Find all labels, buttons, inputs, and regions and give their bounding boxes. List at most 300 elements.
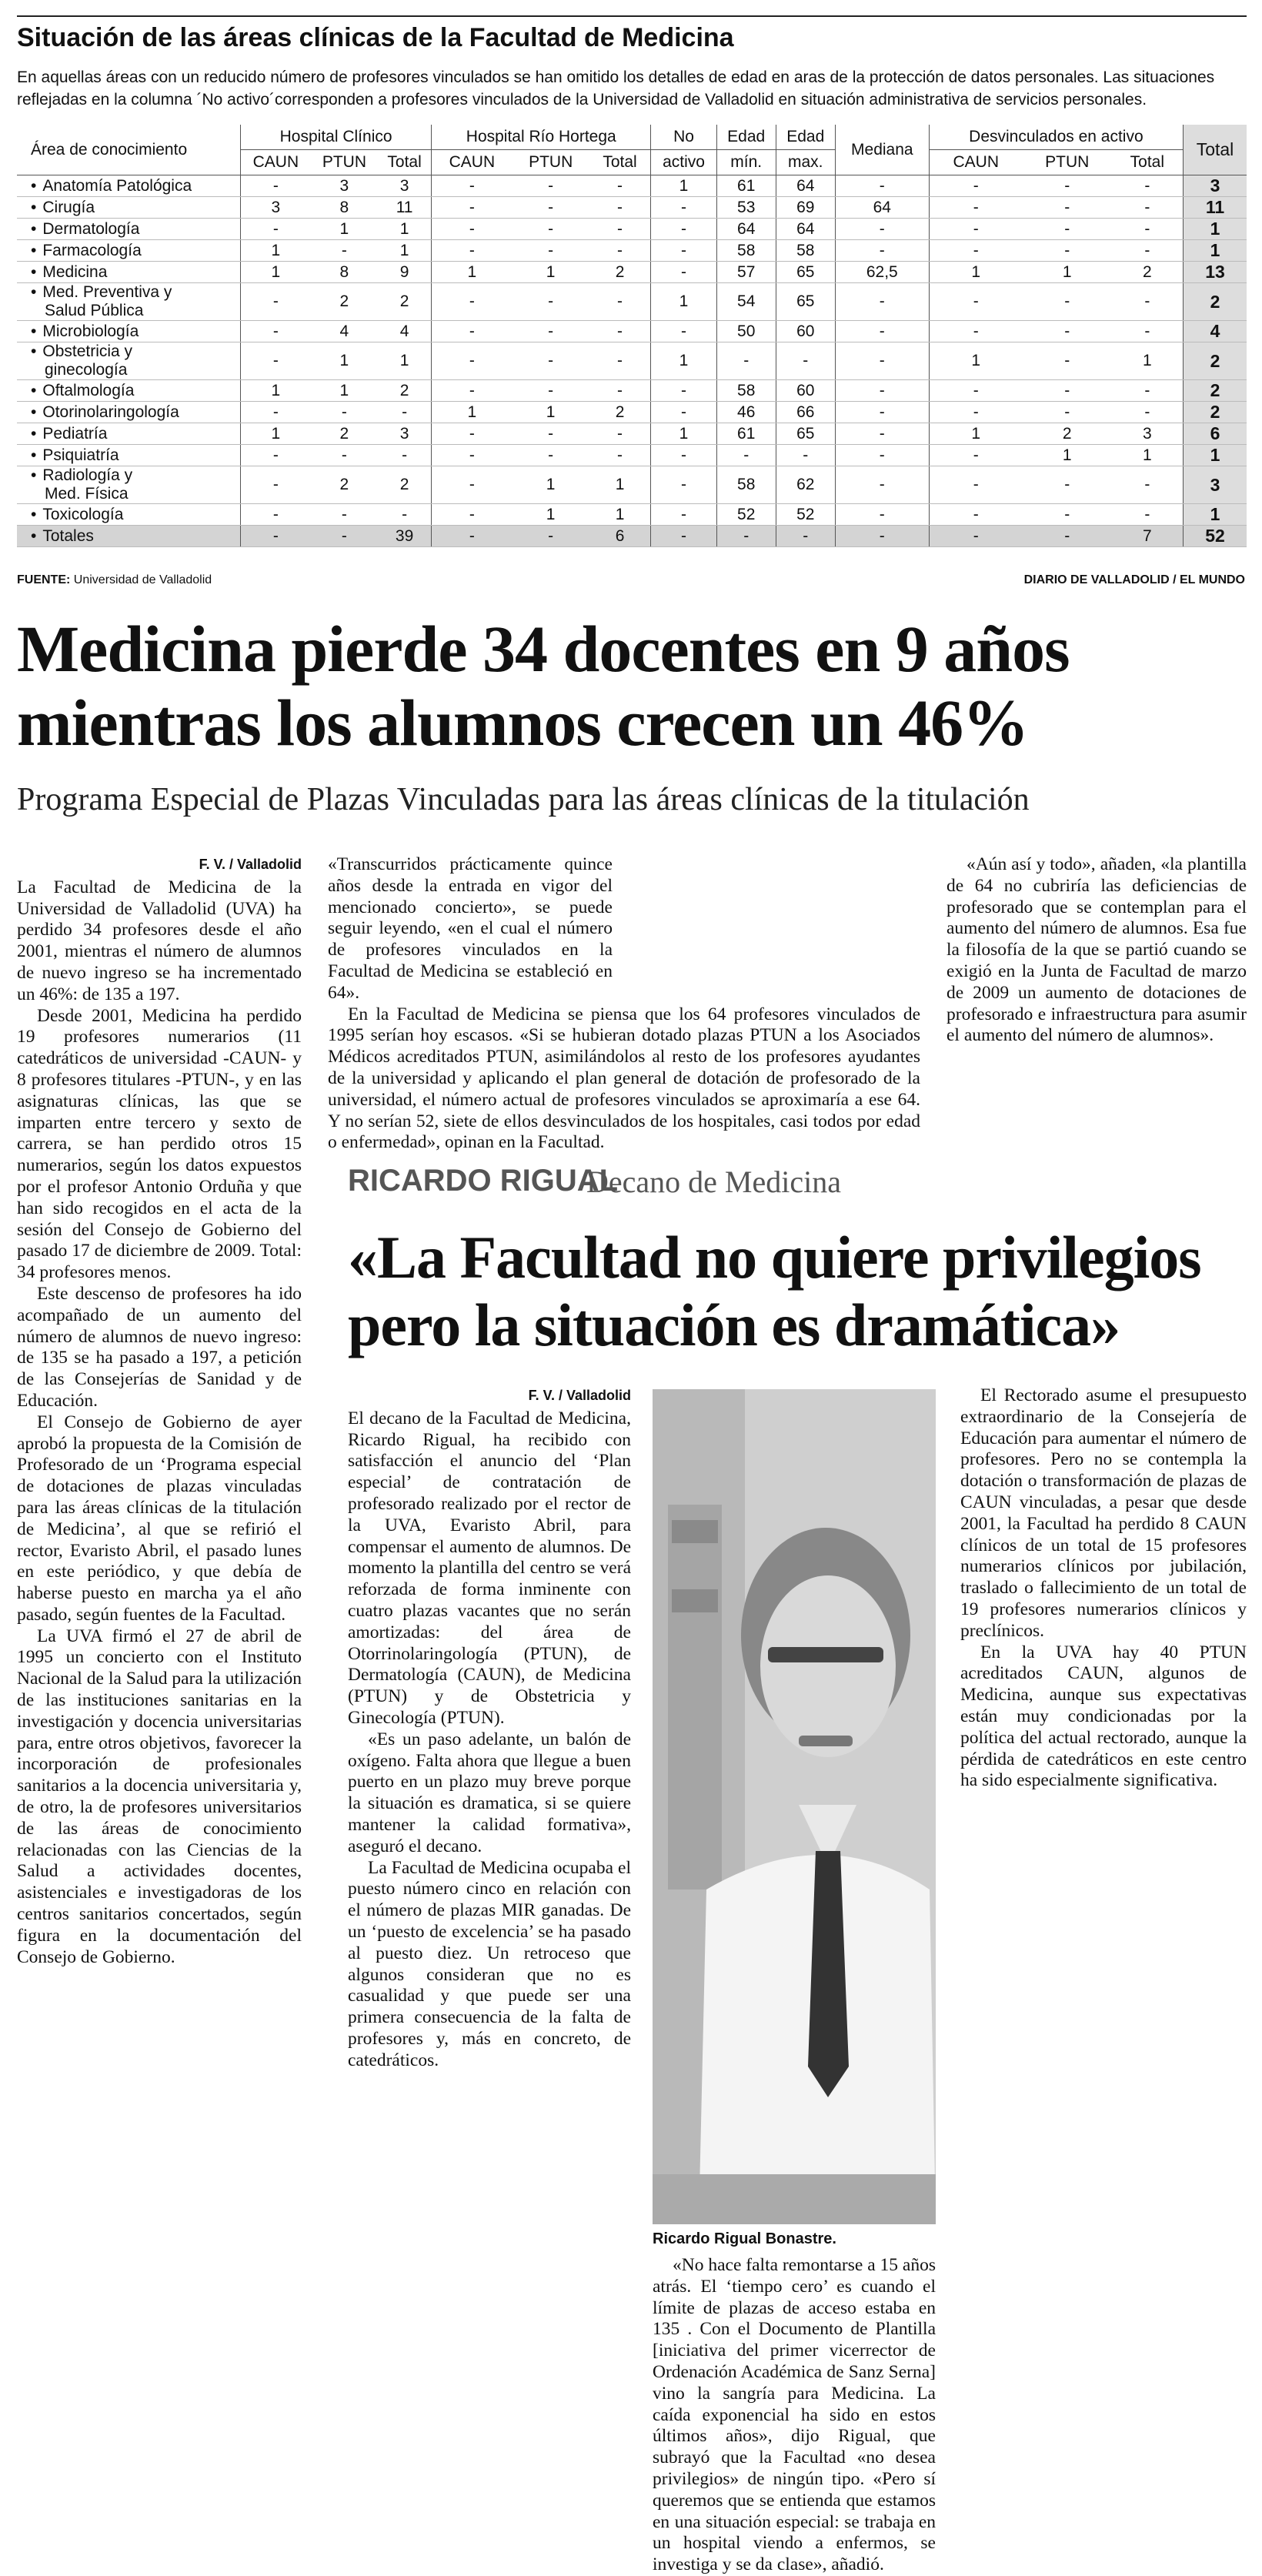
- table-cell: 1: [432, 402, 512, 423]
- area-label-text: Totales: [42, 526, 94, 545]
- interviewee-name: RICARDO RIGUAL: [348, 1164, 619, 1198]
- table-cell: -: [432, 504, 512, 526]
- table-cell: -: [651, 466, 716, 504]
- source-label: FUENTE:: [17, 573, 71, 586]
- table-cell: -: [311, 526, 378, 547]
- bullet-icon: •: [31, 176, 37, 195]
- photo-caption: Ricardo Rigual Bonastre.: [653, 2230, 836, 2247]
- table-cell: -: [651, 380, 716, 402]
- table-cell: 9: [378, 262, 432, 283]
- table-cell: 52: [716, 504, 776, 526]
- bullet-icon: •: [31, 466, 37, 484]
- article-paragraph: Este descenso de profesores ha ido acompañado de un aumento del número de alumnos de nuevo ingreso: de 135 se ha pasado a 197, a petición de las Consejerías de Sanidad y de Educación.: [17, 1283, 302, 1411]
- area-label: [31, 527, 239, 546]
- bullet-icon: •: [31, 342, 37, 360]
- table-cell: 64: [716, 219, 776, 240]
- area-cell: [17, 240, 241, 262]
- table-cell: -: [929, 175, 1022, 197]
- table-cell: -: [1023, 197, 1112, 219]
- subheadline: Programa Especial de Plazas Vinculadas para las áreas clínicas de la titulación: [17, 782, 1030, 817]
- table-cell: 1: [241, 240, 311, 262]
- table-cell: -: [432, 526, 512, 547]
- table-cell: 2: [311, 283, 378, 321]
- table-cell: -: [776, 342, 835, 380]
- table-cell: -: [835, 219, 929, 240]
- table-cell: 2: [1112, 262, 1184, 283]
- table-cell: 60: [776, 321, 835, 342]
- table-cell: 62: [776, 466, 835, 504]
- table-cell: -: [432, 466, 512, 504]
- table-row: [17, 466, 1247, 504]
- table-cell: 1: [589, 504, 651, 526]
- table-cell: 3: [378, 175, 432, 197]
- area-label-text: Salud Pública: [45, 302, 144, 319]
- interviewee-role: Decano de Medicina: [586, 1164, 841, 1199]
- table-cell: -: [1023, 402, 1112, 423]
- header-total: Total: [1184, 125, 1247, 175]
- interview-title-line-1: «La Facultad no quiere privilegios: [348, 1224, 1201, 1291]
- table-cell: 2: [589, 262, 651, 283]
- table-cell: -: [716, 342, 776, 380]
- table-cell: 3: [241, 197, 311, 219]
- table-cell: -: [929, 380, 1022, 402]
- table-cell: 57: [716, 262, 776, 283]
- table-cell: 46: [716, 402, 776, 423]
- total-cell: 2: [1184, 380, 1247, 402]
- table-cell: -: [589, 175, 651, 197]
- total-cell: 3: [1184, 175, 1247, 197]
- portrait-illustration: [653, 1389, 936, 2224]
- table-cell: -: [929, 445, 1022, 466]
- newspaper-credit: DIARIO DE VALLADOLID / EL MUNDO: [1023, 573, 1245, 586]
- table-cell: 1: [378, 240, 432, 262]
- table-cell: 4: [378, 321, 432, 342]
- header-area: Área de conocimiento: [17, 125, 241, 175]
- area-label: [31, 361, 239, 379]
- headline: [17, 612, 1248, 760]
- table-cell: -: [835, 466, 929, 504]
- area-label-text: Med. Preventiva y: [42, 283, 172, 301]
- table-cell: -: [651, 526, 716, 547]
- table-cell: -: [241, 342, 311, 380]
- area-label-text: Dermatología: [42, 219, 140, 238]
- area-cell: [17, 466, 241, 504]
- table-cell: -: [589, 283, 651, 321]
- table-cell: 52: [776, 504, 835, 526]
- area-label: [31, 283, 239, 302]
- total-cell: 52: [1184, 526, 1247, 547]
- area-cell: [17, 342, 241, 380]
- table-cell: -: [432, 380, 512, 402]
- table-cell: 58: [716, 466, 776, 504]
- article-paragraph: «Aún así y todo», añaden, «la plantilla de 64 no cubriría las deficiencias de profesorado que se contemplan para el aumento del número de alumnos. Esa fue la filosofía de la que se partió cuando se exigió en la Junta de Facultad de marzo de 2009 un aumento de dotaciones de profesorado e infraestructura para asumir el aumento del número de alumnos».: [946, 854, 1247, 1046]
- table-cell: -: [512, 197, 589, 219]
- table-cell: -: [241, 504, 311, 526]
- table-cell: -: [1112, 219, 1184, 240]
- total-cell: 4: [1184, 321, 1247, 342]
- table-cell: -: [835, 240, 929, 262]
- article-column-4: [946, 854, 1247, 1047]
- area-cell: [17, 380, 241, 402]
- table-cell: -: [651, 197, 716, 219]
- area-label: [31, 322, 239, 341]
- table-cell: -: [589, 380, 651, 402]
- headline-line-2: mientras los alumnos crecen un 46%: [17, 686, 1029, 760]
- table-cell: 1: [241, 380, 311, 402]
- header-edad-min-2: mín.: [716, 150, 776, 175]
- table-row: [17, 321, 1247, 342]
- area-cell: [17, 504, 241, 526]
- table-cell: 65: [776, 423, 835, 445]
- table-cell: -: [651, 402, 716, 423]
- table-cell: 1: [512, 402, 589, 423]
- clinical-areas-table: [17, 125, 1247, 547]
- table-cell: -: [589, 321, 651, 342]
- area-label-text: Obstetricia y: [42, 342, 133, 360]
- interview-paragraph: El decano de la Facultad de Medicina, Ricardo Rigual, ha recibido con satisfacción el anuncio del ‘Plan especial’ de contratación de profesorado realizado por el rector de la UVA, Evaristo Abril, para compensar el aumento de alumnos. De momento la plantilla del centro se verá reforzada de forma inminente con cuatro plazas vacantes que no serán amortizadas: del área de Otorrinolaringología (PTUN), de Dermatología (CAUN), de Medicina (PTUN) y de Obstetricia y Ginecología (PTUN).: [348, 1408, 631, 1728]
- table-cell: -: [929, 466, 1022, 504]
- area-cell: [17, 262, 241, 283]
- area-label-text: ginecología: [45, 361, 128, 379]
- area-label-text: Med. Física: [45, 485, 129, 503]
- header-caun: CAUN: [929, 150, 1022, 175]
- area-cell: [17, 283, 241, 321]
- table-cell: 58: [716, 380, 776, 402]
- area-label-text: Oftalmología: [42, 381, 135, 399]
- table-cell: -: [835, 380, 929, 402]
- table-cell: -: [241, 402, 311, 423]
- table-cell: 8: [311, 197, 378, 219]
- table-cell: -: [929, 504, 1022, 526]
- area-label-text: Pediatría: [42, 424, 108, 443]
- table-row: [17, 445, 1247, 466]
- area-label-text: Medicina: [42, 262, 108, 281]
- total-cell: 1: [1184, 445, 1247, 466]
- table-cell: 54: [716, 283, 776, 321]
- area-cell: [17, 219, 241, 240]
- table-cell: 1: [241, 262, 311, 283]
- table-cell: 7: [1112, 526, 1184, 547]
- bullet-icon: •: [31, 283, 37, 301]
- table-cell: -: [1112, 321, 1184, 342]
- table-cell: -: [512, 342, 589, 380]
- bullet-icon: •: [31, 241, 37, 259]
- header-no-activo-2: activo: [651, 150, 716, 175]
- table-cell: -: [1023, 240, 1112, 262]
- bullet-icon: •: [31, 219, 37, 238]
- table-cell: -: [929, 526, 1022, 547]
- table-cell: -: [241, 445, 311, 466]
- article-column-1: [17, 854, 302, 1968]
- table-cell: -: [512, 423, 589, 445]
- table-cell: 4: [311, 321, 378, 342]
- area-label: [31, 199, 239, 217]
- interview-column-1: [348, 1385, 631, 2072]
- area-label: [31, 177, 239, 195]
- table-cell: -: [651, 504, 716, 526]
- table-cell: 64: [835, 197, 929, 219]
- total-cell: 13: [1184, 262, 1247, 283]
- table-cell: -: [432, 197, 512, 219]
- table-cell: -: [929, 283, 1022, 321]
- table-cell: 1: [378, 342, 432, 380]
- bullet-icon: •: [31, 505, 37, 523]
- table-cell: -: [835, 175, 929, 197]
- table-cell: -: [651, 445, 716, 466]
- total-cell: 2: [1184, 283, 1247, 321]
- article-byline: F. V. / Valladolid: [199, 857, 302, 872]
- area-cell: [17, 197, 241, 219]
- table-row: [17, 175, 1247, 197]
- table-cell: 1: [432, 262, 512, 283]
- table-cell: 62,5: [835, 262, 929, 283]
- table-cell: 66: [776, 402, 835, 423]
- totals-row: [17, 526, 1247, 547]
- table-cell: -: [311, 240, 378, 262]
- table-cell: -: [1112, 504, 1184, 526]
- area-label: [31, 403, 239, 422]
- table-cell: 1: [651, 283, 716, 321]
- table-cell: -: [512, 321, 589, 342]
- header-total-sub: Total: [589, 150, 651, 175]
- table-cell: -: [241, 321, 311, 342]
- table-cell: 1: [512, 504, 589, 526]
- table-cell: 1: [311, 342, 378, 380]
- area-label-text: Farmacología: [42, 241, 142, 259]
- table-cell: -: [1112, 240, 1184, 262]
- interview-title-line-2: pero la situación es dramática»: [348, 1291, 1120, 1358]
- article-paragraph: «Transcurridos prácticamente quince años desde la entrada en vigor del mencionado concierto», se puede seguir leyendo, «en el cual el número de profesores vinculados en la Facultad de Medicina se estableció en 64».: [328, 854, 613, 1003]
- table-cell: -: [512, 283, 589, 321]
- article-paragraph: La UVA firmó el 27 de abril de 1995 un concierto con el Instituto Nacional de la Salud para la utilización de las instituciones sanitarias en la investigación y docencia universitarias para, entre otros objetivos, favorecer la incorporación de profesionales sanitarios a la docencia universitaria y, de otro, la de profesores universitarios de las áreas de conocimiento relacionadas con las Ciencias de la Salud a actividades docentes, asistenciales e investigadoras de los centros sanitarios concertados, según figura en la documentación del Consejo de Gobierno.: [17, 1625, 302, 1967]
- table-cell: -: [716, 526, 776, 547]
- interview-paragraph: «Es un paso adelante, un balón de oxígeno. Falta ahora que llegue a buen puerto en un plazo muy breve porque la situación es dramatica, si se quiere mantener la calidad formativa», aseguró el decano.: [348, 1729, 631, 1856]
- table-cell: -: [835, 445, 929, 466]
- area-label-text: Microbiología: [42, 322, 139, 340]
- bullet-icon: •: [31, 381, 37, 399]
- table-cell: -: [1023, 321, 1112, 342]
- table-cell: -: [512, 380, 589, 402]
- table-cell: -: [1023, 466, 1112, 504]
- total-cell: 2: [1184, 342, 1247, 380]
- table-cell: -: [1112, 283, 1184, 321]
- total-cell: 6: [1184, 423, 1247, 445]
- table-cell: -: [1112, 466, 1184, 504]
- table-cell: -: [378, 402, 432, 423]
- area-label: [31, 342, 239, 361]
- table-cell: 64: [776, 175, 835, 197]
- table-cell: 61: [716, 423, 776, 445]
- portrait-photo: [653, 1389, 936, 2224]
- table-cell: -: [651, 240, 716, 262]
- table-row: [17, 219, 1247, 240]
- table-cell: 1: [311, 219, 378, 240]
- table-cell: -: [929, 321, 1022, 342]
- bullet-icon: •: [31, 446, 37, 464]
- article-paragraph: La Facultad de Medicina de la Universidad de Valladolid (UVA) ha perdido 34 profesores desde el año 2001, mientras el número de alumnos de nuevo ingreso se ha incrementado un 46%: de 135 a 197.: [17, 877, 302, 1004]
- table-cell: 1: [651, 175, 716, 197]
- table-cell: -: [241, 526, 311, 547]
- table-cell: 50: [716, 321, 776, 342]
- area-label: [31, 446, 239, 465]
- table-cell: 3: [378, 423, 432, 445]
- interview-byline: F. V. / Valladolid: [528, 1388, 631, 1403]
- table-cell: 64: [776, 219, 835, 240]
- total-cell: 3: [1184, 466, 1247, 504]
- table-cell: -: [1023, 219, 1112, 240]
- table-row: [17, 283, 1247, 321]
- table-cell: -: [432, 321, 512, 342]
- article-paragraph: El Consejo de Gobierno de ayer aprobó la propuesta de la Comisión de Profesorado de un ‘Programa especial de dotaciones de plazas vinculadas para las áreas clínicas de la titulación de Medicina’, al que se refirió el rector, Evaristo Abril, el pasado lunes en este periódico, y que debía de haberse puesto en marcha ya el año pasado, según fuentes de la Facultad.: [17, 1412, 302, 1625]
- table-cell: 53: [716, 197, 776, 219]
- area-label-text: Radiología y: [42, 466, 133, 484]
- area-label: [31, 466, 239, 485]
- table-cell: 65: [776, 283, 835, 321]
- total-cell: 1: [1184, 240, 1247, 262]
- table-cell: -: [378, 445, 432, 466]
- table-cell: -: [776, 526, 835, 547]
- interview-paragraph: «No hace falta remontarse a 15 años atrás. El ‘tiempo cero’ es cuando el límite de plazas de acceso estaba en 135 . Con el Documento de Plantilla [iniciativa del primer vicerrector de Ordenación Académica de Sanz Serna] vino la sangría para Medicina. La caída exponencial ha sido en estos últimos años», dijo Rigual, que subrayó que la Facultad «no desea privilegios» de ningún tipo. «Pero sí queremos que se entienda que estamos en una situación especial: se trabaja en un hospital viendo a enfermos, se investiga y se da clase», añadió.: [653, 2255, 936, 2575]
- table-cell: 1: [512, 262, 589, 283]
- table-cell: 11: [378, 197, 432, 219]
- header-edad-min-1: Edad: [716, 125, 776, 150]
- area-label-text: Anatomía Patológica: [42, 176, 192, 195]
- area-label: [31, 242, 239, 260]
- table-cell: 2: [378, 380, 432, 402]
- area-cell: [17, 175, 241, 197]
- table-cell: 69: [776, 197, 835, 219]
- header-ptun: PTUN: [1023, 150, 1112, 175]
- table-cell: -: [716, 445, 776, 466]
- table-cell: -: [589, 240, 651, 262]
- header-edad-max-2: max.: [776, 150, 835, 175]
- table-row: [17, 402, 1247, 423]
- table-cell: -: [589, 342, 651, 380]
- interview-paragraph: El Rectorado asume el presupuesto extraordinario de la Consejería de Educación para aumentar el número de profesores. Pero no se contempla la dotación o transformación de plazas de CAUN vinculadas, a pesar que desde 2001, la Facultad ha perdido 8 CAUN clínicos de un total de 15 profesores numerarios clínicos por jubilación, traslado o fallecimiento de un total de 19 profesores numerarios clínicos y preclínicos.: [960, 1385, 1247, 1641]
- article-paragraph: Desde 2001, Medicina ha perdido 19 profesores numerarios (11 catedráticos de universidad -CAUN- y 8 profesores titulares -PTUN-, y en las asignaturas clínicas, las que se imparten entre tercero y sexto de carrera, se han perdido otros 15 numerarios, según los datos expuestos por el profesor Antonio Orduña y que han sido recogidos en el acta de la sesión del Consejo de Gobierno del pasado 17 de diciembre de 2009. Total: 34 profesores menos.: [17, 1005, 302, 1283]
- table-cell: -: [589, 197, 651, 219]
- table-cell: 60: [776, 380, 835, 402]
- area-cell: [17, 423, 241, 445]
- table-cell: 61: [716, 175, 776, 197]
- table-cell: -: [1023, 175, 1112, 197]
- table-cell: -: [929, 240, 1022, 262]
- source-note: [17, 573, 212, 587]
- table-cell: -: [929, 197, 1022, 219]
- table-cell: -: [1023, 342, 1112, 380]
- table-cell: 1: [512, 466, 589, 504]
- area-label: [31, 302, 239, 320]
- table-cell: -: [835, 423, 929, 445]
- headline-line-1: Medicina pierde 34 docentes en 9 años: [17, 612, 1070, 686]
- table-cell: 58: [716, 240, 776, 262]
- interview-column-3: [960, 1385, 1247, 1792]
- table-row: [17, 342, 1247, 380]
- table-cell: 1: [311, 380, 378, 402]
- table-cell: 1: [1023, 445, 1112, 466]
- table-cell: -: [835, 402, 929, 423]
- table-cell: 1: [651, 342, 716, 380]
- interview-paragraph: La Facultad de Medicina ocupaba el puesto número cinco en relación con el número de plazas MIR ganadas. De un ‘puesto de excelencia’ se ha pasado al puesto diez. Un retroceso que algunos consideran que no es casualidad y que puede ser una primera consecuencia de la falta de profesores y, más en concreto, de catedráticos.: [348, 1857, 631, 2070]
- article-paragraph: En la Facultad de Medicina se piensa que los 64 profesores vinculados de 1995 serían hoy escasos. «Si se hubieran dotado plazas PTUN a los Asociados Médicos acreditados PTUN, asimilándolos al resto de los profesores ayudantes de la universidad y aplicando el plan general de dotación de profesorado de la universidad, el número actual de profesores vinculados se aproximaría a ese 64. Y no serían 52, siete de ellos desvinculados de los hospitales, casi todos por edad o enfermedad», opinan en la Facultad.: [328, 1004, 920, 1153]
- header-ptun: PTUN: [311, 150, 378, 175]
- table-cell: -: [835, 321, 929, 342]
- table-body: [17, 175, 1247, 547]
- table-cell: -: [835, 283, 929, 321]
- table-cell: 1: [589, 466, 651, 504]
- table-intro: En aquellas áreas con un reducido número de profesores vinculados se han omitido los detalles de edad en aras de la protección de datos personales. Las situaciones reflejadas en la columna ´No activo´corresponden a profesores vinculados de la Universidad de Valladolid en situación administrativa de servicios personales.: [17, 68, 1215, 109]
- table-cell: 1: [929, 262, 1022, 283]
- table-cell: -: [241, 219, 311, 240]
- table-cell: 1: [1023, 262, 1112, 283]
- table-cell: -: [432, 445, 512, 466]
- header-ptun: PTUN: [512, 150, 589, 175]
- top-rule: [17, 15, 1247, 17]
- table-cell: -: [432, 240, 512, 262]
- bullet-icon: •: [31, 403, 37, 421]
- header-hospital-rio-hortega: Hospital Río Hortega: [432, 125, 651, 150]
- table-row: [17, 380, 1247, 402]
- table-cell: -: [835, 526, 929, 547]
- header-no-activo-1: No: [651, 125, 716, 150]
- area-cell: [17, 321, 241, 342]
- header-desvinculados: Desvinculados en activo: [929, 125, 1183, 150]
- table-cell: -: [512, 445, 589, 466]
- table-cell: 1: [1112, 445, 1184, 466]
- header-mediana: Mediana: [835, 125, 929, 175]
- table-cell: -: [776, 445, 835, 466]
- table-cell: -: [241, 466, 311, 504]
- table-cell: -: [432, 283, 512, 321]
- table-cell: 3: [1112, 423, 1184, 445]
- table-cell: 1: [378, 219, 432, 240]
- table-cell: -: [929, 402, 1022, 423]
- table-cell: -: [432, 423, 512, 445]
- area-label-text: Toxicología: [42, 505, 124, 523]
- area-cell: [17, 402, 241, 423]
- total-cell: 2: [1184, 402, 1247, 423]
- bullet-icon: •: [31, 262, 37, 281]
- table-cell: 2: [589, 402, 651, 423]
- table-cell: 6: [589, 526, 651, 547]
- table-cell: -: [1023, 504, 1112, 526]
- area-label: [31, 425, 239, 443]
- total-cell: 11: [1184, 197, 1247, 219]
- table-cell: -: [432, 342, 512, 380]
- bullet-icon: •: [31, 526, 37, 545]
- total-cell: 1: [1184, 504, 1247, 526]
- area-label: [31, 485, 239, 503]
- interview-paragraph: En la UVA hay 40 PTUN acreditados CAUN, algunos de Medicina, aunque sus expectativas están muy condicionadas por la política del actual rectorado, aunque la pérdida de catedráticos en este centro ha sido especialmente significativa.: [960, 1642, 1247, 1791]
- article-column-2: [328, 854, 920, 1154]
- table-cell: -: [1112, 197, 1184, 219]
- table-cell: -: [589, 423, 651, 445]
- bullet-icon: •: [31, 198, 37, 216]
- table-cell: 2: [378, 466, 432, 504]
- table-cell: -: [311, 402, 378, 423]
- header-caun: CAUN: [432, 150, 512, 175]
- area-label: [31, 263, 239, 282]
- table-cell: -: [241, 283, 311, 321]
- area-label: [31, 220, 239, 239]
- header-total-sub: Total: [378, 150, 432, 175]
- table-cell: -: [589, 219, 651, 240]
- table-title: Situación de las áreas clínicas de la Facultad de Medicina: [17, 23, 734, 52]
- table-cell: -: [432, 175, 512, 197]
- bullet-icon: •: [31, 424, 37, 443]
- area-cell: [17, 526, 241, 547]
- table-cell: -: [1023, 380, 1112, 402]
